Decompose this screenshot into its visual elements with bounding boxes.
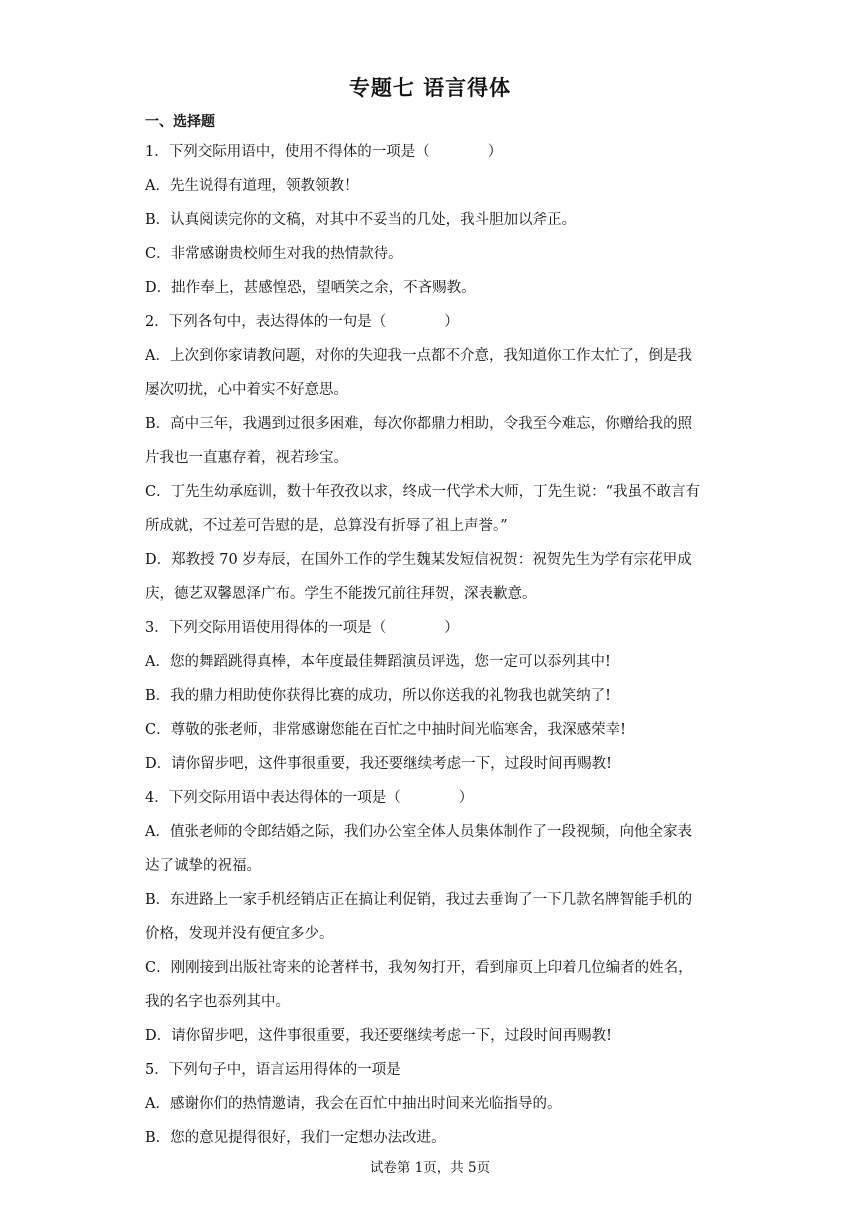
text-line: 4．下列交际用语中表达得体的一项是（ ） (145, 790, 474, 806)
question-content (145, 135, 720, 1155)
text-line: 我的名字也忝列其中。 (145, 994, 290, 1010)
text-line: A．先生说得有道理，领教领教！ (145, 178, 359, 194)
text-line: A．值张老师的令郎结婚之际，我们办公室全体人员集体制作了一段视频，向他全家表 (145, 824, 692, 840)
text-line: B．东进路上一家手机经销店正在搞让利促销，我过去垂询了一下几款名牌智能手机的 (145, 892, 693, 908)
text-line: B．您的意见提得很好，我们一定想办法改进。 (145, 1130, 446, 1146)
text-line: D．请你留步吧，这件事很重要，我还要继续考虑一下，过段时间再赐教! (145, 1028, 612, 1044)
text-line: 价格，发现并没有便宜多少。 (145, 926, 334, 942)
text-line: 所成就，不过差可告慰的是，总算没有折辱了祖上声誉。” (145, 518, 508, 534)
text-line: A．您的舞蹈跳得真棒，本年度最佳舞蹈演员评选，您一定可以忝列其中! (145, 654, 611, 670)
text-line: 屡次叨扰，心中着实不好意思。 (145, 382, 348, 398)
text-line: 3．下列交际用语使用得体的一项是（ ） (145, 620, 459, 636)
text-line: 庆，德艺双馨恩泽广布。学生不能拨冗前往拜贺，深表歉意。 (145, 586, 537, 602)
text-line: D．郑教授 70 岁寿辰，在国外工作的学生魏某发短信祝贺：祝贺先生为学有宗花甲成 (145, 552, 692, 568)
text-line: A．上次到你家请教问题，对你的失迎我一点都不介意，我知道你工作太忙了，倒是我 (145, 348, 692, 364)
text-line: C．刚刚接到出版社寄来的论著样书，我匆匆打开，看到扉页上印着几位编者的姓名， (145, 960, 693, 976)
text-line: B．认真阅读完你的文稿，对其中不妥当的几处，我斗胆加以斧正。 (145, 212, 577, 228)
text-line: D．拙作奉上，甚感惶恐，望哂笑之余，不吝赐教。 (145, 280, 476, 296)
text-line: 片我也一直惠存着，视若珍宝。 (145, 450, 348, 466)
text-line: 达了诚挚的祝福。 (145, 858, 261, 874)
page-footer: 试卷第 1页，共 5页 (369, 1160, 491, 1176)
text-line: A．感谢你们的热情邀请，我会在百忙中抽出时间来光临指导的。 (145, 1096, 562, 1112)
text-line: B．我的鼎力相助使你获得比赛的成功，所以你送我的礼物我也就笑纳了! (145, 688, 611, 704)
page-title: 专题七 语言得体 (348, 76, 512, 100)
text-line: D．请你留步吧，这件事很重要，我还要继续考虑一下，过段时间再赐教! (145, 756, 612, 772)
text-line: 1．下列交际用语中，使用不得体的一项是（ ） (145, 144, 503, 160)
section-heading: 一、选择题 (145, 114, 215, 130)
text-line: C．尊敬的张老师，非常感谢您能在百忙之中抽时间光临寒舍，我深感荣幸! (145, 722, 626, 738)
text-line: C．丁先生幼承庭训，数十年孜孜以求，终成一代学术大师，丁先生说：“我虽不敢言有 (145, 484, 701, 500)
text-line: 5．下列句子中，语言运用得体的一项是 (145, 1062, 401, 1078)
text-line: 2．下列各句中，表达得体的一句是（ ） (145, 314, 459, 330)
text-line: C．非常感谢贵校师生对我的热情款待。 (145, 246, 403, 262)
text-line: B．高中三年，我遇到过很多困难，每次你都鼎力相助，令我至今难忘，你赠给我的照 (145, 416, 693, 432)
